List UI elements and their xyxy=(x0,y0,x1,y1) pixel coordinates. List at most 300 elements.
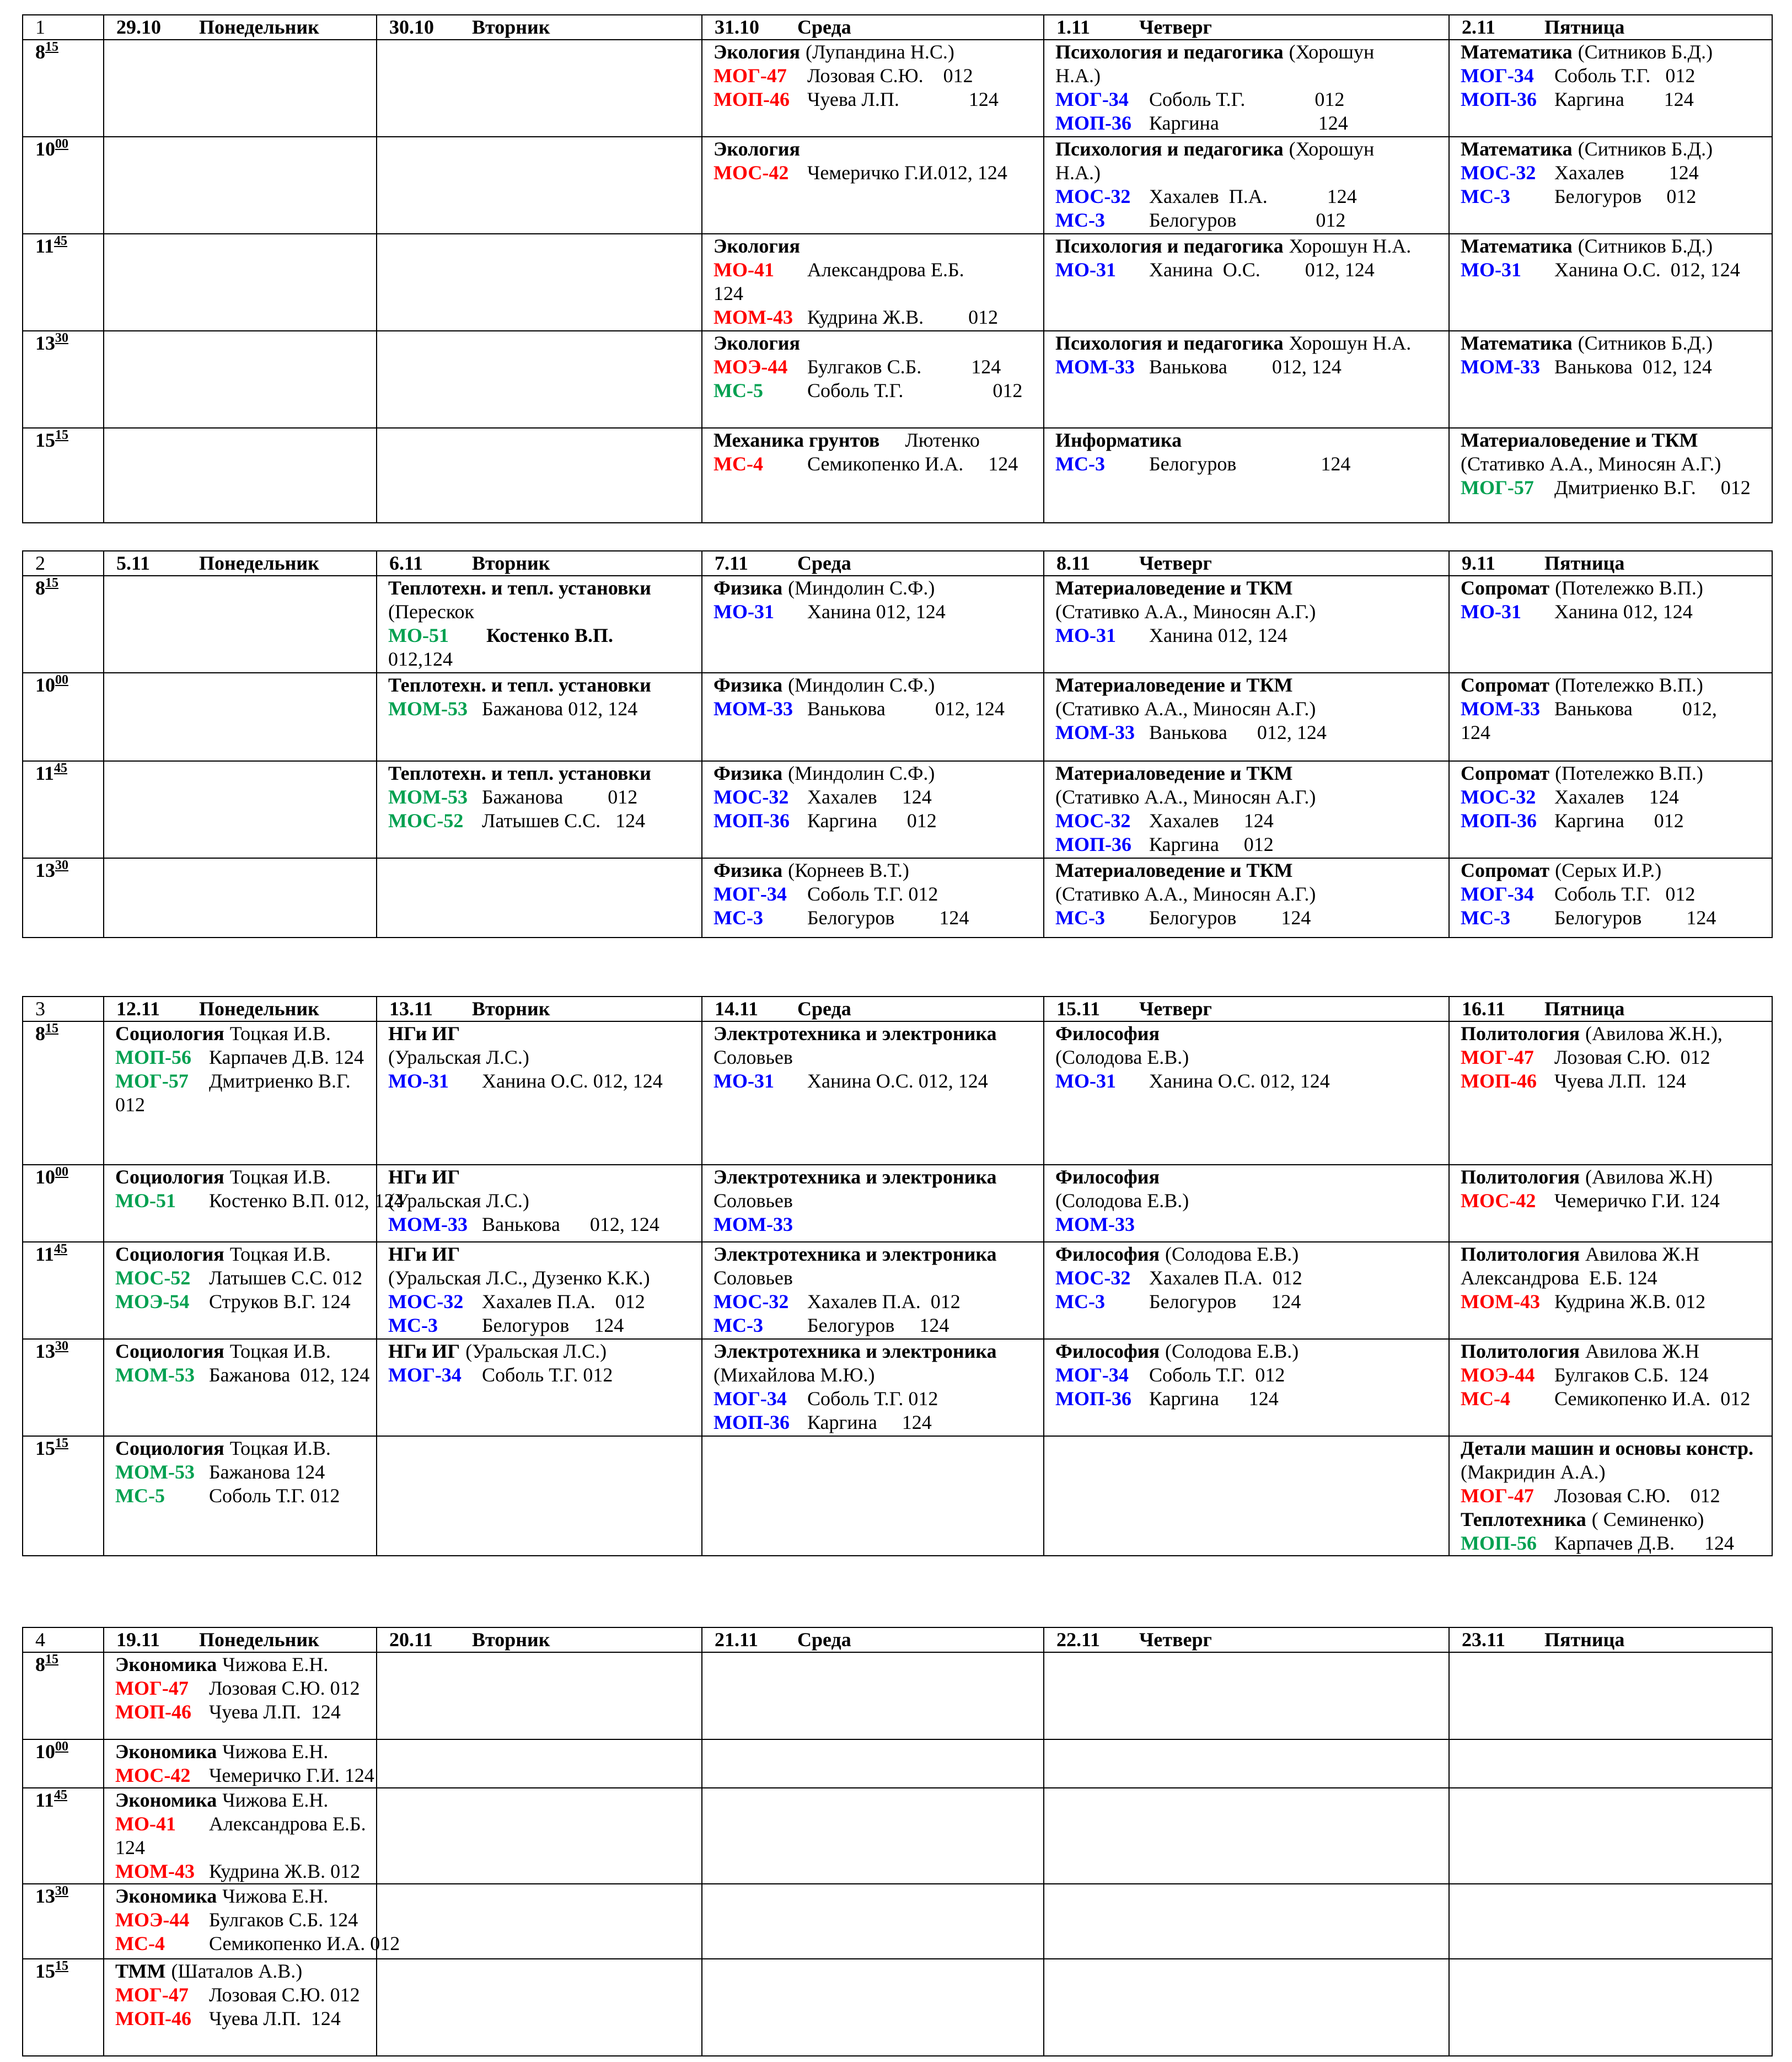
lesson-details: (Стативко А.А., Миносян А.Г.) xyxy=(1055,883,1316,905)
lesson-cell xyxy=(377,761,702,858)
lesson-cell xyxy=(377,137,702,234)
lesson-line xyxy=(388,809,701,833)
subject-name: Электротехника и электроника xyxy=(713,1166,997,1188)
lesson-details: Латышев С.С. 012 xyxy=(209,1267,363,1289)
subject-name: Политология xyxy=(1461,1243,1580,1265)
lesson-line xyxy=(388,1363,701,1387)
lesson-cell xyxy=(702,1436,1044,1556)
lesson-cell xyxy=(702,576,1044,673)
lesson-details: Хорошун Н.А. xyxy=(1289,332,1412,354)
group-code: МОМ-53 xyxy=(115,1461,195,1483)
lesson-line xyxy=(713,1069,1043,1093)
lesson-details: (Ситников Б.Д.) xyxy=(1578,138,1713,160)
lesson-line xyxy=(388,1213,701,1236)
lesson-line xyxy=(1461,1189,1772,1213)
group-code: МОМ-33 xyxy=(1461,356,1540,378)
subject-name: Экология xyxy=(713,235,800,257)
day-name: Понедельник xyxy=(199,16,319,38)
lesson-line xyxy=(115,1290,376,1314)
time-cell xyxy=(23,331,104,428)
time-slot-row xyxy=(23,1884,1772,1959)
time-cell xyxy=(23,1652,104,1739)
lesson-line xyxy=(1055,1363,1448,1387)
lesson-details: Соболь Т.Г. 012 xyxy=(1149,88,1345,110)
lesson-line xyxy=(1055,1290,1448,1314)
day-header xyxy=(1449,15,1772,40)
lesson-details: Лозовая С.Ю. 012 xyxy=(209,1677,360,1699)
lesson-line xyxy=(713,576,1043,600)
lesson-line xyxy=(115,1022,376,1046)
lesson-details: (Авилова Ж.Н.), xyxy=(1585,1022,1723,1045)
group-code: МО-31 xyxy=(1055,624,1116,646)
subject-name: Экология xyxy=(713,332,800,354)
lesson-line xyxy=(1461,64,1772,88)
lesson-cell xyxy=(1044,331,1449,428)
lesson-line xyxy=(713,762,1043,785)
group-code: МОМ-33 xyxy=(1055,721,1135,743)
lesson-line xyxy=(713,88,1043,111)
lesson-line xyxy=(115,1653,376,1677)
lesson-cell xyxy=(702,428,1044,523)
subject-name: Физика xyxy=(713,859,783,881)
time-cell xyxy=(23,1339,104,1436)
lesson-cell xyxy=(1449,1436,1772,1556)
lesson-line xyxy=(713,379,1043,403)
day-header xyxy=(702,997,1044,1021)
lesson-details: Ханина О.С. 012, 124 xyxy=(1554,259,1740,281)
subject-name: Физика xyxy=(713,674,783,696)
group-code: МОМ-43 xyxy=(1461,1290,1540,1313)
lesson-details: Хахалев П.А. 012 xyxy=(1149,1267,1302,1289)
time-slot-row xyxy=(23,858,1772,938)
subject-name: Теплотехн. и тепл. установки xyxy=(388,762,651,784)
group-code: МОП-36 xyxy=(1461,88,1537,110)
lesson-details: Соловьев xyxy=(713,1046,793,1068)
lesson-cell xyxy=(377,234,702,331)
lesson-details: (Миндолин С.Ф.) xyxy=(788,674,935,696)
lesson-line xyxy=(1055,1340,1448,1363)
time-cell xyxy=(23,858,104,938)
subject-name: Социология xyxy=(115,1340,224,1362)
lesson-details: (Стативко А.А., Миносян А.Г.) xyxy=(1055,698,1316,720)
lesson-line xyxy=(115,1959,376,1983)
time-slot-row xyxy=(23,1788,1772,1884)
lesson-details: Ванькова 012, 124 xyxy=(807,698,1005,720)
day-header xyxy=(104,15,377,40)
lesson-details: Ванькова 012, 124 xyxy=(482,1213,659,1235)
lesson-cell xyxy=(104,673,377,761)
day-date: 9.11 xyxy=(1462,552,1496,574)
subject-name: Математика xyxy=(1461,332,1573,354)
lesson-cell xyxy=(1449,858,1772,938)
subject-name: Социология xyxy=(115,1243,224,1265)
group-code: МОМ-33 xyxy=(713,698,793,720)
lesson-cell xyxy=(1449,234,1772,331)
lesson-line xyxy=(1055,576,1448,600)
lesson-line xyxy=(1055,624,1448,647)
lesson-details: Соболь Т.Г. 012 xyxy=(807,883,938,905)
lesson-line xyxy=(713,697,1043,721)
time-minutes: 30 xyxy=(55,858,68,872)
day-date: 20.11 xyxy=(389,1629,433,1651)
lesson-details: Тоцкая И.В. xyxy=(229,1340,331,1362)
lesson-details: (Стативко А.А., Миносян А.Г.) xyxy=(1055,601,1316,623)
lesson-details: Соловьев xyxy=(713,1267,793,1289)
lesson-details: 124 xyxy=(115,1836,145,1859)
subject-name: Экономика xyxy=(115,1740,217,1763)
lesson-details: (Уральская Л.С., Дузенко К.К.) xyxy=(388,1267,650,1289)
group-code: МОП-56 xyxy=(1461,1532,1537,1554)
subject-name: Экология xyxy=(713,138,800,160)
lesson-cell xyxy=(104,761,377,858)
lesson-details: 012,124 xyxy=(388,648,453,670)
lesson-cell xyxy=(377,1436,702,1556)
lesson-details: (Перескок xyxy=(388,601,474,623)
lesson-line xyxy=(1461,429,1772,452)
lesson-cell xyxy=(104,137,377,234)
time-hour: 8 xyxy=(35,1022,45,1045)
group-code: МС-3 xyxy=(1461,185,1510,207)
time-minutes: 15 xyxy=(55,1959,68,1973)
lesson-line xyxy=(1461,1069,1772,1093)
lesson-details: Струков В.Г. 124 xyxy=(209,1290,351,1313)
group-code: МОС-32 xyxy=(1055,810,1131,832)
lesson-cell xyxy=(1449,1884,1772,1959)
lesson-line xyxy=(115,1093,376,1117)
day-header xyxy=(377,551,702,576)
lesson-line xyxy=(713,1290,1043,1314)
group-code: МОП-46 xyxy=(1461,1070,1537,1092)
lesson-details: Каргина 124 xyxy=(1149,1388,1279,1410)
lesson-line xyxy=(115,1189,404,1213)
group-code: МОС-32 xyxy=(1055,185,1131,207)
lesson-cell xyxy=(702,1165,1044,1242)
group-code: МОС-32 xyxy=(713,1290,789,1313)
week-number xyxy=(23,551,104,576)
lesson-line xyxy=(713,859,1043,882)
day-date: 15.11 xyxy=(1056,998,1101,1020)
week-number xyxy=(23,997,104,1021)
time-minutes: 00 xyxy=(55,1165,68,1179)
group-code: МОГ-34 xyxy=(1055,88,1129,110)
lesson-line xyxy=(1461,762,1772,785)
lesson-line xyxy=(1055,859,1448,882)
lesson-details: Хахалев П.А. 012 xyxy=(482,1290,645,1313)
day-name: Понедельник xyxy=(199,998,319,1020)
subject-name: Сопромат xyxy=(1461,859,1550,881)
subject-name: Экономика xyxy=(115,1653,217,1675)
lesson-cell xyxy=(702,1242,1044,1339)
lesson-line xyxy=(115,1266,376,1290)
lesson-line xyxy=(115,1340,376,1363)
subject-name: Материаловедение и ТКМ xyxy=(1055,859,1293,881)
week-header-row xyxy=(23,997,1772,1021)
lesson-line xyxy=(115,1046,376,1069)
week-header-row xyxy=(23,1627,1772,1652)
lesson-line xyxy=(713,1165,1043,1189)
group-code: МОМ-43 xyxy=(713,306,793,328)
lesson-line xyxy=(1055,833,1448,856)
lesson-line xyxy=(1461,859,1772,882)
lesson-line xyxy=(115,1908,376,1932)
lesson-cell xyxy=(1449,1165,1772,1242)
lesson-details: Тоцкая И.В. xyxy=(229,1437,331,1459)
lesson-details: Хахалев 124 xyxy=(1554,786,1679,808)
lesson-details: Бажанова 012 xyxy=(482,786,638,808)
time-hour: 8 xyxy=(35,41,45,63)
group-code: МОГ-57 xyxy=(115,1070,189,1092)
subject-name: Политология xyxy=(1461,1022,1580,1045)
day-date: 2.11 xyxy=(1462,16,1496,38)
lesson-line xyxy=(1055,1022,1448,1046)
lesson-cell xyxy=(1044,40,1449,137)
lesson-line xyxy=(1461,697,1772,721)
day-name: Четверг xyxy=(1139,16,1212,38)
lesson-line xyxy=(713,1022,1043,1046)
group-code: МО-41 xyxy=(115,1813,176,1835)
lesson-line xyxy=(1461,1165,1772,1189)
group-code: МОМ-43 xyxy=(115,1860,195,1882)
lesson-line xyxy=(713,1363,1043,1387)
day-header xyxy=(1044,551,1449,576)
group-code: МОГ-34 xyxy=(388,1364,462,1386)
group-code: МО-31 xyxy=(1461,259,1521,281)
lesson-details: (Миндолин С.Ф.) xyxy=(788,762,935,784)
subject-name: Философия xyxy=(1055,1340,1160,1362)
lesson-cell xyxy=(377,40,702,137)
group-code: МОМ-53 xyxy=(388,786,468,808)
lesson-details: Булгаков С.Б. 124 xyxy=(1554,1364,1709,1386)
lesson-line xyxy=(1055,1387,1448,1411)
lesson-cell xyxy=(1044,137,1449,234)
lesson-details: (Солодова Е.В.) xyxy=(1055,1046,1189,1068)
lesson-cell xyxy=(1044,1242,1449,1339)
lesson-cell xyxy=(104,1339,377,1436)
day-header xyxy=(104,551,377,576)
lesson-details: Белогуров 012 xyxy=(1149,209,1346,231)
day-name: Среда xyxy=(797,16,851,38)
lesson-details: Каргина 012 xyxy=(1149,833,1274,855)
lesson-details: (Уральская Л.С.) xyxy=(388,1190,529,1212)
lesson-details: Ванькова 012, 124 xyxy=(1149,721,1327,743)
subject-name: Психология и педагогика xyxy=(1055,332,1284,354)
lesson-line xyxy=(1055,600,1448,624)
group-code: МОС-52 xyxy=(115,1267,191,1289)
lesson-line xyxy=(1461,452,1772,476)
lesson-details: (Михайлова М.Ю.) xyxy=(713,1364,875,1386)
time-slot-row xyxy=(23,1242,1772,1339)
day-header xyxy=(1044,997,1449,1021)
week-table-3 xyxy=(22,996,1773,1556)
lesson-details: (Потележко В.П.) xyxy=(1555,674,1703,696)
lesson-line xyxy=(1055,137,1448,161)
lesson-line xyxy=(1055,64,1448,88)
lesson-line xyxy=(1055,882,1448,906)
lesson-details: Семикопенко И.А. 124 xyxy=(807,453,1018,475)
lesson-line xyxy=(713,355,1043,379)
lesson-cell xyxy=(377,1165,702,1242)
lesson-line xyxy=(388,1022,701,1046)
day-name: Четверг xyxy=(1139,552,1212,574)
week-table-4 xyxy=(22,1627,1773,2056)
group-code: МОГ-34 xyxy=(1461,883,1534,905)
lesson-details: Ханина 012, 124 xyxy=(807,601,946,623)
lesson-line xyxy=(1055,1213,1448,1236)
time-minutes: 00 xyxy=(55,137,68,151)
lesson-cell xyxy=(1044,1339,1449,1436)
lesson-line xyxy=(1055,429,1448,452)
lesson-details: Хорошун Н.А. xyxy=(1289,235,1412,257)
group-code: МОЭ-44 xyxy=(713,356,788,378)
lesson-details: Карпачев Д.В. 124 xyxy=(1554,1532,1734,1554)
subject-name: Теплотехн. и тепл. установки xyxy=(388,577,651,599)
time-minutes: 45 xyxy=(54,1242,68,1256)
group-code: МОП-36 xyxy=(1055,1388,1131,1410)
day-name: Пятница xyxy=(1544,16,1625,38)
group-code: МОМ-33 xyxy=(1055,356,1135,378)
lesson-details: Белогуров 124 xyxy=(1554,907,1716,929)
subject-name: Психология и педагогика xyxy=(1055,138,1284,160)
day-date: 1.11 xyxy=(1056,16,1091,38)
time-minutes: 30 xyxy=(55,1339,68,1353)
lesson-line xyxy=(713,785,1043,809)
lesson-details: Каргина 124 xyxy=(807,1411,932,1433)
day-header xyxy=(377,997,702,1021)
lesson-line xyxy=(1055,355,1448,379)
lesson-line xyxy=(1055,785,1448,809)
lesson-details: (Стативко А.А., Миносян А.Г.) xyxy=(1055,786,1316,808)
lesson-line xyxy=(388,1242,701,1266)
lesson-line xyxy=(1461,785,1772,809)
lesson-details: Соболь Т.Г. 012 xyxy=(1149,1364,1285,1386)
time-slot-row xyxy=(23,234,1772,331)
lesson-line xyxy=(1055,258,1448,282)
lesson-cell xyxy=(1044,1788,1449,1884)
lesson-cell xyxy=(1044,1739,1449,1788)
lesson-details: Лозовая С.Ю. 012 xyxy=(1554,1485,1720,1507)
group-code: МОП-56 xyxy=(115,1046,191,1068)
lesson-cell xyxy=(702,1739,1044,1788)
lesson-details: (Солодова Е.В.) xyxy=(1165,1340,1299,1362)
lesson-details: Александрова Е.Б. xyxy=(209,1813,366,1835)
time-cell xyxy=(23,1884,104,1959)
lesson-details: Авилова Ж.Н xyxy=(1585,1340,1699,1362)
lesson-cell xyxy=(377,1021,702,1165)
lesson-line xyxy=(1461,1022,1772,1046)
lesson-cell xyxy=(1449,1242,1772,1339)
day-date: 30.10 xyxy=(389,16,434,38)
lesson-details: 124 xyxy=(713,282,743,304)
lesson-cell xyxy=(1449,40,1772,137)
time-hour: 11 xyxy=(35,1789,55,1811)
group-code: МОМ-33 xyxy=(388,1213,468,1235)
day-name: Среда xyxy=(797,1629,851,1651)
group-code: МОЭ-44 xyxy=(115,1909,190,1931)
lesson-line xyxy=(1461,1484,1772,1508)
lesson-cell xyxy=(1044,1884,1449,1959)
lesson-line xyxy=(713,809,1043,833)
group-code: МС-3 xyxy=(1055,907,1105,929)
day-header xyxy=(702,551,1044,576)
day-header xyxy=(1044,15,1449,40)
lesson-line xyxy=(1461,40,1772,64)
lesson-line xyxy=(115,1677,376,1700)
time-minutes: 15 xyxy=(45,1021,58,1036)
lesson-line xyxy=(713,1411,1043,1434)
week-table-2 xyxy=(22,550,1773,938)
lesson-line xyxy=(1461,906,1772,930)
lesson-details: Лозовая С.Ю. 012 xyxy=(209,1984,360,2006)
lesson-line xyxy=(115,1860,376,1883)
lesson-cell xyxy=(702,1021,1044,1165)
time-minutes: 00 xyxy=(55,1739,68,1754)
lesson-cell xyxy=(104,1739,377,1788)
lesson-cell xyxy=(1449,1959,1772,2056)
lesson-line xyxy=(713,161,1043,185)
group-code: МС-3 xyxy=(1055,209,1105,231)
group-code: МО-31 xyxy=(1055,259,1116,281)
lesson-cell xyxy=(104,331,377,428)
subject-name: Сопромат xyxy=(1461,762,1550,784)
group-code: МОС-42 xyxy=(713,162,789,184)
day-header xyxy=(104,997,377,1021)
lesson-details: Кудрина Ж.В. 012 xyxy=(807,306,999,328)
time-minutes: 15 xyxy=(45,40,58,54)
lesson-cell xyxy=(1044,673,1449,761)
group-code: МС-3 xyxy=(1461,907,1510,929)
lesson-line xyxy=(388,576,701,600)
day-date: 12.11 xyxy=(116,998,160,1020)
lesson-line xyxy=(1461,258,1772,282)
day-name: Понедельник xyxy=(199,1629,319,1651)
group-code: МОГ-34 xyxy=(713,1388,787,1410)
group-code: МС-3 xyxy=(388,1314,438,1336)
lesson-cell xyxy=(702,1884,1044,1959)
subject-name: Сопромат xyxy=(1461,577,1550,599)
lesson-cell xyxy=(104,1959,377,2056)
week-header-row xyxy=(23,15,1772,40)
lesson-cell xyxy=(104,576,377,673)
lesson-cell xyxy=(377,1788,702,1884)
subject-name: Социология xyxy=(115,1437,224,1459)
week-number-label: 2 xyxy=(35,552,45,574)
lesson-line xyxy=(1055,721,1448,745)
lesson-cell xyxy=(377,1959,702,2056)
lesson-details: Хахалев П.А. 012 xyxy=(807,1290,961,1313)
subject-name: Экономика xyxy=(115,1789,217,1811)
subject-name: Теплотехника xyxy=(1461,1508,1586,1530)
group-code: МОП-36 xyxy=(1055,833,1131,855)
lesson-cell xyxy=(1449,331,1772,428)
time-minutes: 15 xyxy=(45,576,58,590)
time-cell xyxy=(23,1242,104,1339)
lesson-details: Кудрина Ж.В. 012 xyxy=(1554,1290,1706,1313)
time-minutes: 45 xyxy=(54,1788,68,1802)
lesson-line xyxy=(115,1460,376,1484)
lesson-line xyxy=(1461,1290,1772,1314)
lesson-details: Чижова Е.Н. xyxy=(222,1789,329,1811)
time-hour: 15 xyxy=(35,1960,55,1982)
time-hour: 13 xyxy=(35,1885,55,1907)
subject-name: Сопромат xyxy=(1461,674,1550,696)
time-cell xyxy=(23,428,104,523)
lesson-cell xyxy=(1044,428,1449,523)
lesson-details: Каргина 012 xyxy=(1554,810,1684,832)
lesson-line xyxy=(115,1764,376,1787)
day-name: Вторник xyxy=(472,998,550,1020)
time-minutes: 15 xyxy=(45,1652,58,1667)
lesson-details: ( Семиненко) xyxy=(1591,1508,1704,1530)
